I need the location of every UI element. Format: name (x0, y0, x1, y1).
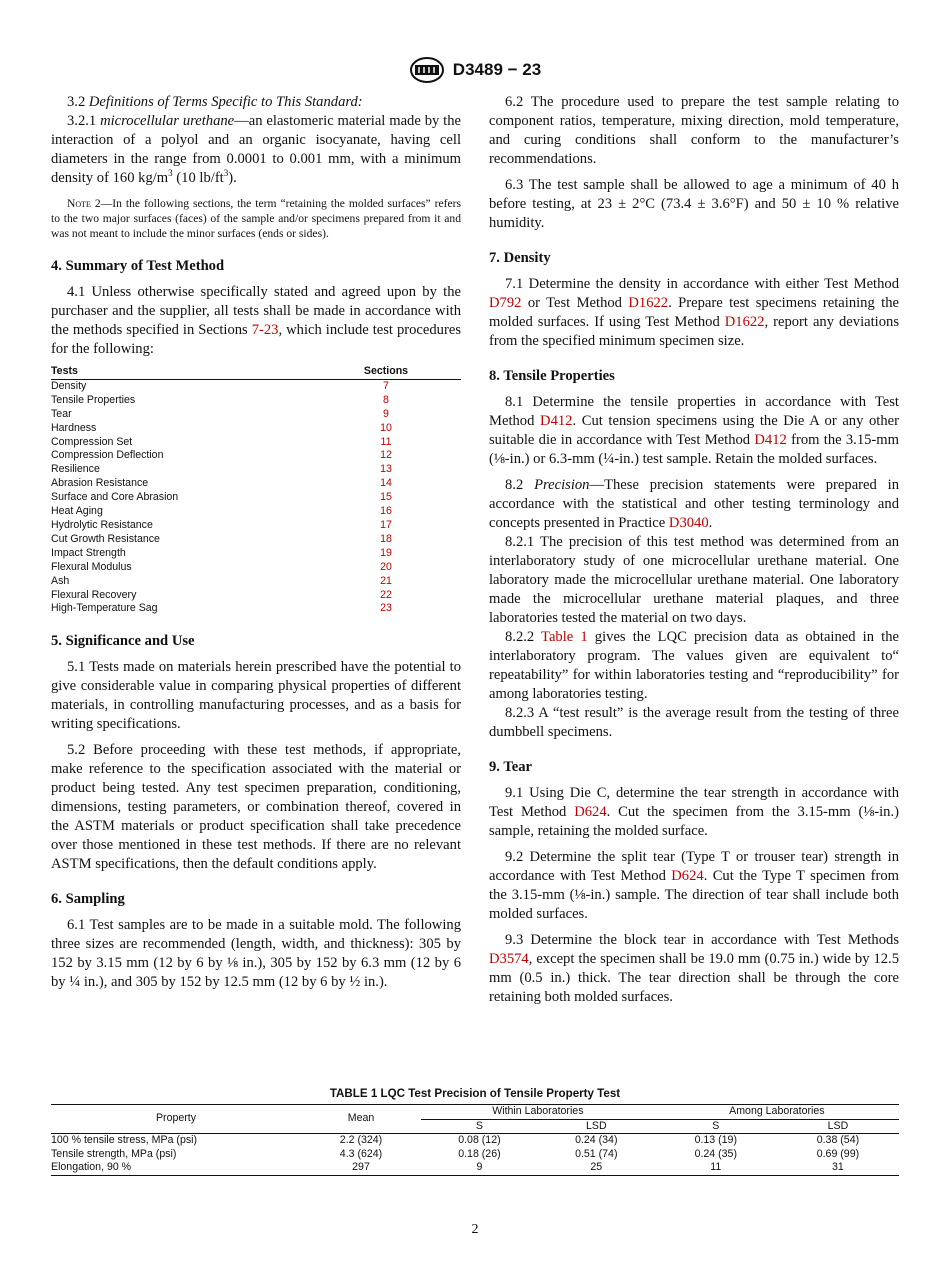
tests-row (51, 491, 461, 505)
section-6-2: 6.2 The procedure used to prepare the test sample relating to component ratios, temperature, mixing direction, mold temperature, and curing conditions shall conform to the manufacturer’s recommendations. (489, 94, 899, 167)
section-5-2: 5.2 Before proceeding with these test methods, if appropriate, make reference to the specification associated with the material or product being tested. Any test specimen preparation, conditioning, dimensions, testing parameters, or combination thereof, covered in the ASTM materials or product specification shall take precedence over those mentioned in these test methods. If there are no relevant ASTM specifications, then the default conditions apply. (51, 742, 461, 873)
d412-link[interactable]: D412 (540, 413, 573, 429)
col-mean: Mean (301, 1105, 421, 1134)
test-name: Hardness (51, 421, 97, 434)
section-9-1: 9.1 Using Die C, determine the tear strength in accordance with Test Method D624. Cut the specimen from the 3.15-mm (⅛-in.) sample, retaining the molded surface. (489, 785, 899, 839)
tests-row (51, 394, 461, 408)
sections-link[interactable]: 7-23 (251, 322, 279, 338)
test-section-link[interactable]: 9 (383, 407, 389, 420)
col-among: Among Laboratories (655, 1105, 899, 1120)
standard-designation: D3489 − 23 (452, 60, 542, 79)
col-property: Property (51, 1105, 301, 1134)
col-among-lsd: LSD (777, 1119, 899, 1134)
section-9-2: 9.2 Determine the split tear (Type T or trouser tear) strength in accordance with Test Method D624. Cut the Type T specimen from the 3.15-mm (⅛-in.) sample. The direction of tear shall include both molded surfaces. (489, 849, 899, 922)
test-section-link[interactable]: 23 (380, 602, 392, 615)
table-1 (51, 1087, 899, 1176)
tests-row (51, 477, 461, 491)
tests-row (51, 505, 461, 519)
cell-ws: 0.08 (12) (458, 1134, 501, 1146)
cell-property: Elongation, 90 % (51, 1161, 132, 1173)
test-name: Heat Aging (51, 505, 103, 518)
test-section-link[interactable]: 17 (380, 518, 392, 531)
test-section-link[interactable]: 20 (380, 560, 392, 573)
section-4-1: 4.1 Unless otherwise specifically stated and agreed upon by the purchaser and the supplier, all tests shall be made in accordance with the methods specified in Sections 7-23, which include test procedures for the following: (51, 284, 461, 357)
test-section-link[interactable]: 21 (380, 574, 392, 587)
cell-alsd: 31 (832, 1161, 844, 1173)
cell-property: 100 % tensile stress, MPa (psi) (51, 1134, 198, 1146)
d624-link-2[interactable]: D624 (671, 868, 704, 884)
table-row (51, 1161, 899, 1175)
d1622-link[interactable]: D1622 (628, 295, 669, 311)
test-name: Impact Strength (51, 546, 126, 559)
section-3-2: 3.2 Definitions of Terms Specific to This Standard: (67, 94, 363, 110)
tests-row (51, 602, 461, 616)
page-header (0, 56, 950, 84)
cell-as: 0.13 (19) (694, 1134, 737, 1146)
cell-as: 11 (710, 1161, 722, 1173)
cell-as: 0.24 (35) (694, 1147, 737, 1160)
tests-row (51, 436, 461, 450)
test-section-link[interactable]: 14 (380, 477, 392, 490)
test-name: Compression Set (51, 435, 133, 448)
heading-8: 8. Tensile Properties (489, 368, 615, 384)
d3574-link[interactable]: D3574 (489, 951, 529, 967)
table-row (51, 1148, 899, 1162)
note-2: Note 2—In the following sections, the term “retaining the molded surfaces” refers to the two major surfaces (faces) of the sample and/or specimens prepared from it and was not meant to include the minor surfaces (ends or sides). (51, 197, 461, 240)
section-6-1: 6.1 Test samples are to be made in a suitable mold. The following three sizes are recommended (length, width, and thickness): 305 by 152 by 3.15 mm (12 by 6 by ⅛ in.), 305 by 152 by 6.3 mm (12 by 6 by ¼ in.), and 305 by 152 by 12.5 mm (12 by 6 by ½ in.). (51, 917, 461, 991)
col-within-lsd: LSD (538, 1119, 655, 1134)
heading-9: 9. Tear (489, 759, 532, 775)
cell-wlsd: 25 (590, 1161, 603, 1173)
section-8-2-1: 8.2.1 The precision of this test method was determined from an interlaboratory study of one microcellular urethane material. One laboratory made the microcellular urethane material. One laboratory made the microcellular urethane material plaques, and three laboratories tested the material on two days. (489, 534, 899, 626)
precision-table (51, 1104, 899, 1176)
test-name: Flexural Modulus (51, 560, 132, 573)
page-number: 2 (471, 1222, 479, 1237)
d792-link[interactable]: D792 (489, 295, 522, 311)
heading-7: 7. Density (489, 250, 551, 266)
right-column (489, 93, 899, 1007)
test-section-link[interactable]: 13 (380, 463, 392, 476)
tests-row (51, 449, 461, 463)
tests-header: Tests (51, 365, 311, 379)
test-section-link[interactable]: 15 (380, 491, 392, 504)
tests-row (51, 589, 461, 603)
cell-ws: 0.18 (26) (458, 1147, 501, 1160)
test-section-link[interactable]: 12 (380, 449, 392, 462)
tests-row (51, 575, 461, 589)
d624-link[interactable]: D624 (574, 804, 607, 820)
col-within-s: S (421, 1119, 538, 1134)
section-6-3: 6.3 The test sample shall be allowed to age a minimum of 40 h before testing, at 23 ± 2°C (73.4 ± 3.6°F) and 50 ± 10 % relative humidity. (489, 177, 899, 231)
heading-4: 4. Summary of Test Method (51, 258, 225, 274)
col-within: Within Laboratories (421, 1105, 655, 1120)
test-name: Resilience (51, 463, 100, 476)
test-section-link[interactable]: 18 (380, 532, 392, 545)
test-name: Compression Deflection (51, 449, 164, 462)
test-name: Surface and Core Abrasion (51, 491, 179, 504)
test-name: Tear (51, 407, 72, 420)
cell-alsd: 0.69 (99) (816, 1147, 860, 1160)
section-8-1: 8.1 Determine the tensile properties in accordance with Test Method D412. Cut tension specimens using the Die A or any other suitable die in accordance with Test Method D412 from the 3.15-mm (⅛-in.) or 6.3-mm (¼-in.) test sample. Retain the molded surfaces. (489, 394, 899, 467)
cell-ws: 9 (476, 1161, 483, 1173)
tests-row (51, 379, 461, 393)
section-3-2-1: 3.2.1 microcellular urethane—an elastomeric material made by the interaction of a polyol and an organic isocyanate, having cell diameters in the range from 0.0001 to 0.001 mm, with a minimum density of 160 $kg/m^3$ (10 $lb/ft^3$). (51, 113, 461, 186)
table-1-caption: TABLE 1 LQC Test Precision of Tensile Property Test (329, 1087, 621, 1100)
test-section-link[interactable]: 16 (380, 505, 392, 518)
test-section-link[interactable]: 22 (380, 588, 392, 601)
test-section-link[interactable]: 8 (383, 393, 389, 406)
test-section-link[interactable]: 11 (380, 435, 392, 448)
col-among-s: S (655, 1119, 777, 1134)
test-name: Ash (51, 574, 70, 587)
sections-header: Sections (311, 365, 461, 379)
test-name: Flexural Recovery (51, 588, 137, 601)
table-row (51, 1134, 899, 1148)
cell-wlsd: 0.51 (74) (575, 1147, 618, 1160)
tests-row (51, 408, 461, 422)
heading-6: 6. Sampling (51, 891, 125, 908)
test-name: Tensile Properties (51, 393, 136, 406)
cell-mean: 297 (352, 1161, 370, 1173)
section-9-3: 9.3 Determine the block tear in accordance with Test Methods D3574, except the specimen shall be 19.0 mm (0.75 in.) wide by 12.5 mm (0.5 in.) thick. The tear direction shall be through the core retaining both molded surfaces. (489, 932, 899, 1005)
table-1-link[interactable]: Table 1 (541, 629, 588, 645)
d1622-link-2[interactable]: D1622 (724, 314, 765, 330)
test-name: Cut Growth Resistance (51, 532, 160, 545)
section-7-1: 7.1 Determine the density in accordance with either Test Method D792 or Test Method D1622. Prepare test specimens retaining the molded surfaces. If using Test Method D1622, report any deviations from the specified minimum specimen size. (489, 276, 899, 349)
d412-link-2[interactable]: D412 (754, 432, 787, 448)
test-name: Hydrolytic Resistance (51, 518, 153, 531)
cell-wlsd: 0.24 (34) (575, 1134, 618, 1146)
cell-mean: 4.3 (624) (339, 1147, 383, 1160)
tests-row (51, 463, 461, 477)
d3040-link[interactable]: D3040 (668, 515, 709, 531)
astm-logo-icon (409, 56, 445, 84)
tests-table (51, 365, 461, 616)
section-8-2: 8.2 Precision—These precision statements were prepared in accordance with the statistical and other testing terminology and concepts presented in Practice D3040. (489, 477, 899, 531)
tests-row (51, 533, 461, 547)
section-8-2-2: 8.2.2 Table 1 gives the LQC precision data as obtained in the interlaboratory program. The values given are equivalent to“ repeatability” for within laboratories testing and “reproducibility” for among laboratories testing. (489, 629, 899, 702)
tests-row (51, 561, 461, 575)
left-column (51, 93, 461, 992)
section-5-1: 5.1 Tests made on materials herein prescribed have the potential to give considerable value in comparing physical properties of different materials, in controlling manufacturing processes, and as a basis for writing specifications. (51, 659, 461, 733)
test-name: Abrasion Resistance (51, 477, 149, 490)
heading-5: 5. Significance and Use (51, 633, 195, 650)
cell-mean: 2.2 (324) (339, 1134, 383, 1146)
test-section-link[interactable]: 19 (380, 546, 392, 559)
section-8-2-3: 8.2.3 A “test result” is the average result from the testing of three dumbbell specimens. (489, 705, 899, 740)
cell-property: Tensile strength, MPa (psi) (51, 1147, 177, 1160)
tests-row (51, 519, 461, 533)
test-section-link[interactable]: 7 (383, 379, 389, 392)
tests-row (51, 422, 461, 436)
test-name: High-Temperature Sag (51, 602, 158, 615)
cell-alsd: 0.38 (54) (816, 1134, 860, 1146)
tests-row (51, 547, 461, 561)
test-section-link[interactable]: 10 (380, 421, 392, 434)
test-name: Density (51, 379, 87, 392)
